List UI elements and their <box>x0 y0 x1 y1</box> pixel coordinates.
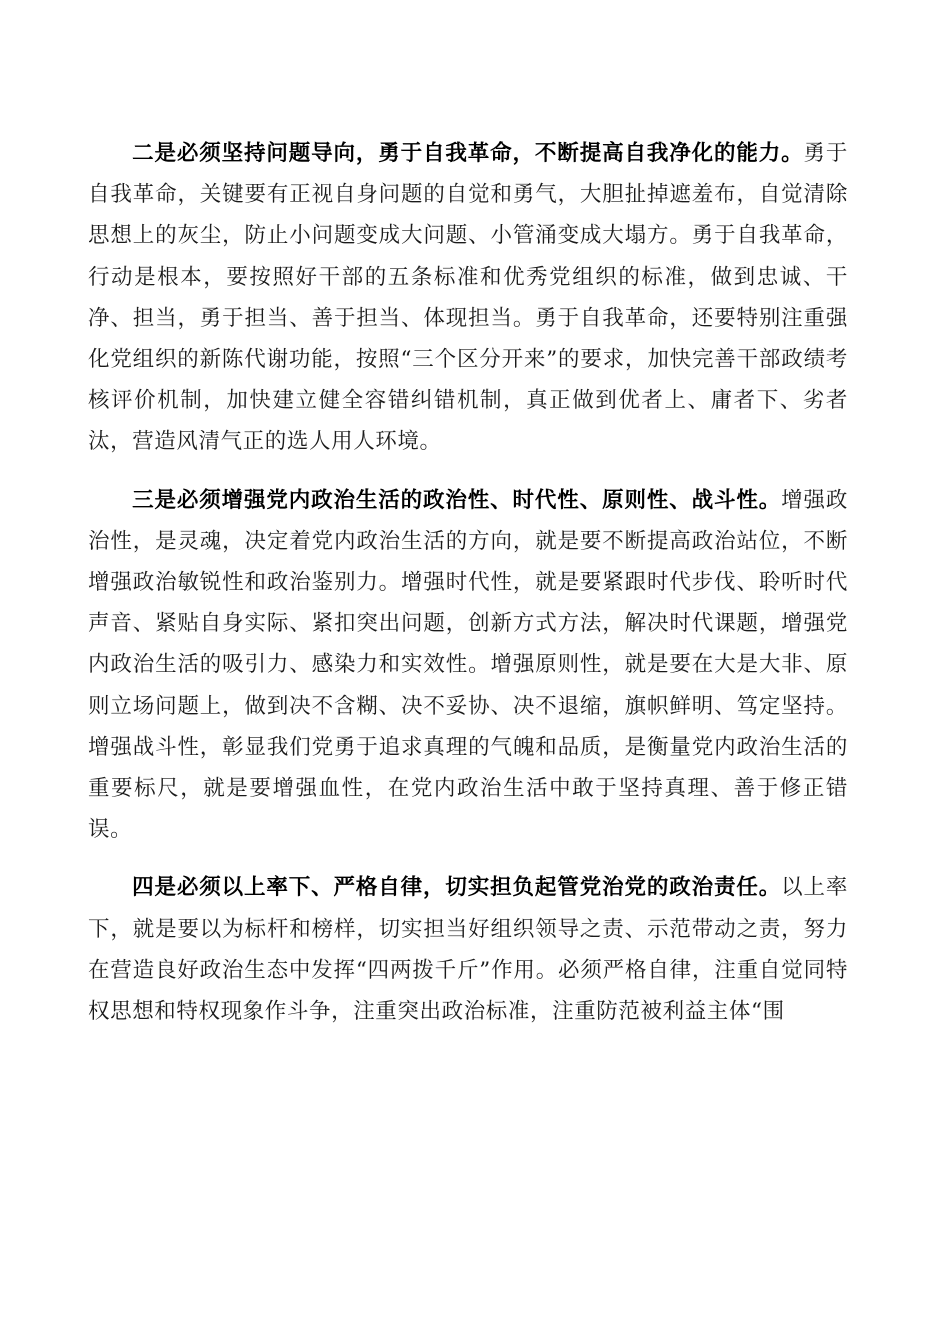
paragraph-3-body: 增强政治性，是灵魂，决定着党内政治生活的方向，就是要不断提高政治站位，不断增强政治敏锐性和政治鉴别力。增强时代性，就是要紧跟时代步伐、聆听时代声音、紧贴自身实际、紧扣突出问题，创新方式方法，解决时代课题，增强党内政治生活的吸引力、感染力和实效性。增强原则性，就是要在大是大非、原则立场问题上，做到决不含糊、决不妥协、决不退缩，旗帜鲜明、笃定坚持。增强战斗性，彰显我们党勇于追求真理的气魄和品质，是衡量党内政治生活的重要标尺，就是要增强血性，在党内政治生活中敢于坚持真理、善于修正错误。 <box>88 487 848 843</box>
paragraph-3 <box>88 480 848 851</box>
paragraph-4-body: 以上率下，就是要以为标杆和榜样，切实担当好组织领导之责、示范带动之责，努力在营造良好政治生态中发挥“四两拨千斤”作用。必须严格自律，注重自觉同特权思想和特权现象作斗争，注重突出政治标准，注重防范被利益主体“围 <box>88 875 848 1025</box>
paragraph-2 <box>88 133 848 463</box>
document-page <box>88 133 848 1049</box>
paragraph-2-heading: 二是必须坚持问题导向，勇于自我革命，不断提高自我净化的能力。 <box>132 141 804 166</box>
paragraph-4 <box>88 867 848 1032</box>
paragraph-4-heading: 四是必须以上率下、严格自律，切实担负起管党治党的政治责任。 <box>132 875 782 901</box>
paragraph-2-body: 勇于自我革命，关键要有正视自身问题的自觉和勇气，大胆扯掉遮羞布，自觉清除思想上的灰尘，防止小问题变成大问题、小管涌变成大塌方。勇于自我革命，行动是根本，要按照好干部的五条标准和优秀党组织的标准，做到忠诚、干净、担当，勇于担当、善于担当、体现担当。勇于自我革命，还要特别注重强化党组织的新陈代谢功能，按照“三个区分开来”的要求，加快完善干部政绩考核评价机制，加快建立健全容错纠错机制，真正做到优者上、庸者下、劣者汰，营造风清气正的选人用人环境。 <box>88 141 848 455</box>
paragraph-3-heading: 三是必须增强党内政治生活的政治性、时代性、原则性、战斗性。 <box>132 487 782 513</box>
